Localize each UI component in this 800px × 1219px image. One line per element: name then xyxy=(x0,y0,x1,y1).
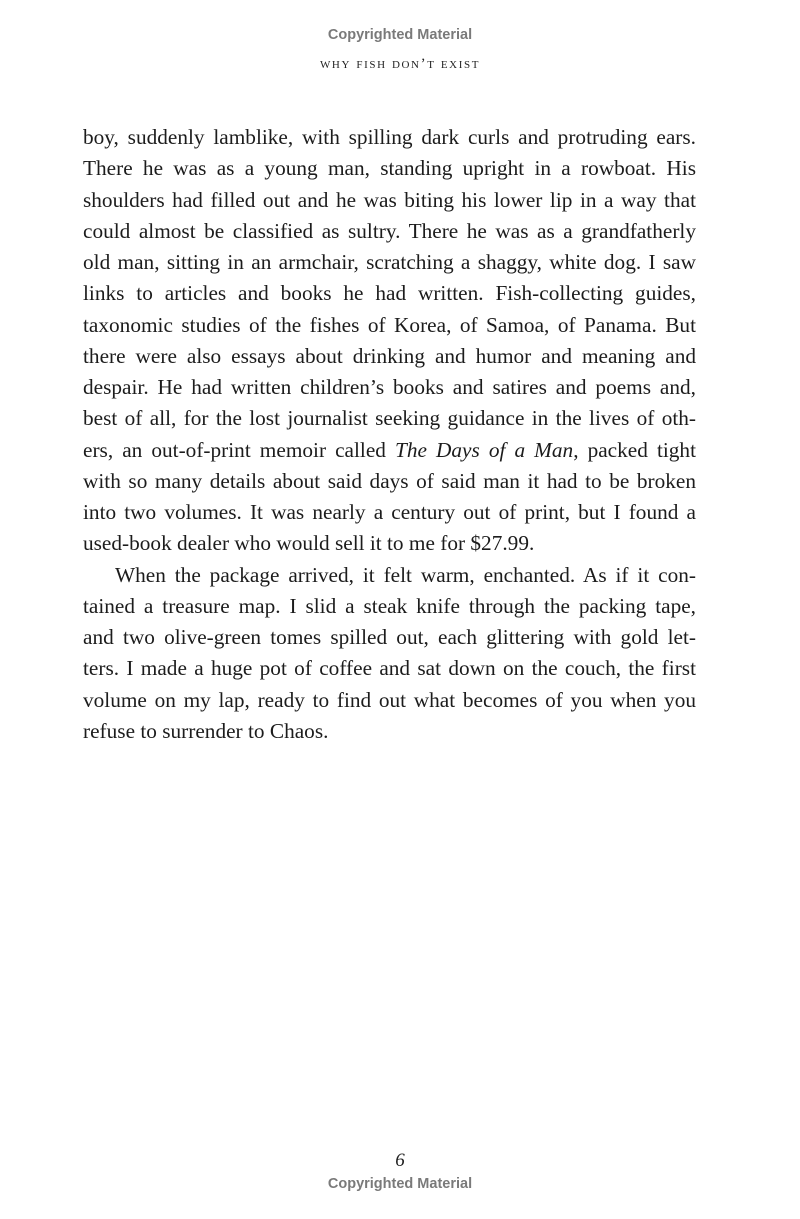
book-title: The Days of a Man xyxy=(395,437,574,462)
text-line: refuse to surrender to Chaos. xyxy=(83,718,329,743)
text-line: tained a treasure map. I slid a steak knife through the packing tape, xyxy=(83,593,696,618)
text-line: with so many details about said days of said man it had to be broken xyxy=(83,468,696,493)
copyright-watermark-top: Copyrighted Material xyxy=(327,27,473,43)
running-head: why fish don’t exist xyxy=(319,56,481,72)
text-line: boy, suddenly lamblike, with spilling dark curls and protruding ears. xyxy=(83,125,696,149)
text-line: links to articles and books he had written. Fish-collecting guides, xyxy=(83,281,696,306)
text-span: , packed tight xyxy=(573,437,696,462)
text-line: ters. I made a huge pot of coffee and sat down on the couch, the first xyxy=(83,656,696,681)
text-line: into two volumes. It was nearly a century out of print, but I found a xyxy=(83,500,696,524)
text-line: there were also essays about drinking and humor and meaning and xyxy=(83,343,696,368)
text-line: When the package arrived, it felt warm, enchanted. As if it con- xyxy=(115,562,696,587)
body-text xyxy=(83,122,696,747)
page-number: 6 xyxy=(395,1150,405,1171)
text-line: could almost be classified as sultry. There he was as a grandfatherly xyxy=(83,218,696,243)
text-line: best of all, for the lost journalist seeking guidance in the lives of oth- xyxy=(83,406,696,431)
text-line: old man, sitting in an armchair, scratching a shaggy, white dog. I saw xyxy=(83,250,696,274)
paragraph-2 xyxy=(83,560,696,748)
text-line: and two olive-green tomes spilled out, each glittering with gold let- xyxy=(83,625,696,649)
text-line xyxy=(83,435,696,466)
paragraph-1 xyxy=(83,122,696,560)
text-line: despair. He had written children’s books and satires and poems and, xyxy=(83,375,696,399)
text-span: ers, an out-of-print memoir called xyxy=(83,437,395,462)
text-line: used-book dealer who would sell it to me for $27.99. xyxy=(83,531,535,556)
text-line: There he was as a young man, standing upright in a rowboat. His xyxy=(83,156,696,181)
text-line: taxonomic studies of the fishes of Korea, of Samoa, of Panama. But xyxy=(83,312,696,337)
text-line: volume on my lap, ready to find out what becomes of you when you xyxy=(83,687,696,712)
copyright-watermark-bottom: Copyrighted Material xyxy=(327,1176,473,1192)
text-line: shoulders had filled out and he was biting his lower lip in a way that xyxy=(83,187,696,212)
